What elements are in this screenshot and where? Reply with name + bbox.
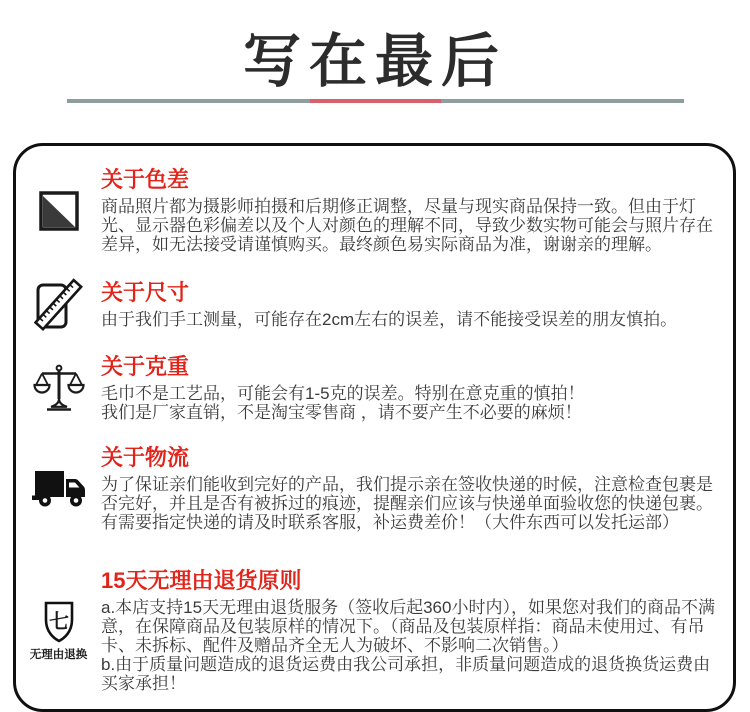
divider-red-center <box>310 99 441 103</box>
divider-gray-right <box>441 99 684 103</box>
section-weight <box>16 354 715 422</box>
page-title: 写在最后 <box>242 29 507 94</box>
badge-seven-char: 七 <box>48 610 69 633</box>
title-divider <box>67 99 684 103</box>
section-body-size: 由于我们手工测量，可能存在2cm左右的误差，请不能接受误差的朋友慎拍。 <box>101 309 678 329</box>
divider-gray-left <box>67 99 310 103</box>
section-body-return-a: a.本店支持15天无理由退货服务（签收后起360小时内），如果您对我们的商品不满意，在保障商品及包装原样的情况下。（商品及包装原样指：商品未使用过、有吊卡、未拆标、配件及赠品齐全无人为破坏、不影响二次销售。） <box>101 598 715 655</box>
section-logistics <box>16 445 715 532</box>
notice-panel <box>13 143 736 712</box>
section-body-color: 商品照片都为摄影师拍摄和后期修正调整，尽量与现实商品保持一致。但由于灯光、显示器色彩偏差以及个人对颜色的理解不同，导致少数实物可能会与照片存在差异，如无法接受请谨慎购买。最终颜色易实际商品为准，谢谢亲的理解。 <box>101 197 713 254</box>
badge-label: 无理由退换 <box>29 648 88 661</box>
balance-scale-icon <box>16 364 101 412</box>
section-body-weight-line2: 我们是厂家直销，不是淘宝零售商 ，请不要产生不必要的麻烦！ <box>101 403 582 422</box>
return-badge-icon <box>16 600 101 662</box>
section-body-weight-line1: 毛巾不是工艺品，可能会有1-5克的误差。特别在意克重的慎拍！ <box>101 384 585 403</box>
color-block-icon <box>16 190 101 232</box>
section-size <box>16 277 715 331</box>
section-title-color: 关于色差 <box>101 167 190 192</box>
section-title-return: 15天无理由退货原则 <box>101 568 302 593</box>
ruler-icon <box>16 277 101 331</box>
section-body-logistics: 为了保证亲们能收到完好的产品，我们提示亲在签收快递的时候，注意检查包裹是否完好，并且是否有被拆过的痕迹，提醒亲们应该与快递单面验收您的快递包裹。有需要指定快递的请及时联系客服，补运费差价！（大件东西可以发托运部） <box>101 475 713 532</box>
section-title-logistics: 关于物流 <box>101 445 190 470</box>
truck-icon <box>16 467 101 511</box>
section-title-weight: 关于克重 <box>101 354 190 379</box>
section-title-size: 关于尺寸 <box>101 279 190 305</box>
section-body-return-b: b.由于质量问题造成的退货运费由我公司承担，非质量问题造成的退货换货运费由买家承担！ <box>101 655 711 693</box>
page-header <box>0 0 750 103</box>
section-color-difference <box>16 167 715 254</box>
section-return-policy <box>16 568 715 693</box>
